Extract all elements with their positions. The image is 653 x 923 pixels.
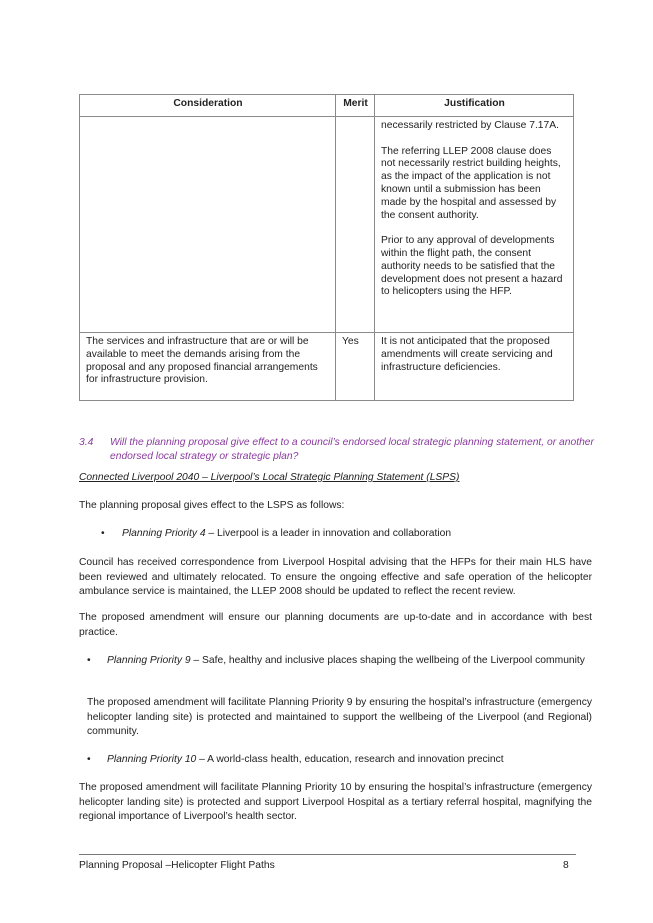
justification-paragraph: Prior to any approval of developments within the flight path, the consent authority needs to be satisfied that the development does not present a hazard to helicopters using the HFP. [381, 235, 563, 298]
footer-title: Planning Proposal –Helicopter Flight Paths [79, 860, 275, 871]
paragraph: The proposed amendment will facilitate Planning Priority 10 by ensuring the hospital’s infrastructure (emergency helicopter landing site) is protected and support Liverpool Hospital as a tertiary referral hospital, magnifying the regional importance of Liverpool’s health sector. [79, 782, 592, 823]
section-subheading: Connected Liverpool 2040 – Liverpool’s Local Strategic Planning Statement (LSPS) [79, 472, 460, 483]
table-row [80, 333, 574, 401]
justification-paragraph: The referring LLEP 2008 clause does not necessarily restrict building heights, as the impact of the application is not known until a submission has been made by the hospital and assessed by the consent authority. [381, 145, 561, 221]
paragraph: Council has received correspondence from Liverpool Hospital advising that the HFPs for their main HLS have been reviewed and ultimately relocated. To ensure the ongoing effective and safe operation of the helicopter ambulance service is maintained, the LLEP 2008 should be updated to reflect the recent review. [79, 557, 592, 598]
bullet-icon: • [101, 528, 105, 539]
merit-cell [336, 117, 375, 333]
bullet-icon: • [87, 754, 91, 765]
priority-text: – A world-class health, education, research and innovation precinct [196, 754, 504, 765]
justification-paragraph: necessarily restricted by Clause 7.17A. [381, 120, 559, 131]
section-number: 3.4 [79, 437, 94, 448]
table-header-cell: Merit [336, 95, 375, 117]
priority-label: Planning Priority 10 [107, 754, 197, 765]
footer-divider [79, 854, 576, 855]
table-header-row [80, 95, 574, 117]
page-number: 8 [563, 860, 569, 871]
justification-cell [375, 333, 574, 401]
paragraph: The proposed amendment will facilitate Planning Priority 9 by ensuring the hospital’s infrastructure (emergency helicopter landing site) is protected and maintained to support the wellbeing of the Liverpool (and Regional) community. [87, 697, 592, 738]
bullet-icon: • [87, 655, 91, 666]
table-header-cell: Consideration [80, 95, 336, 117]
paragraph: The proposed amendment will ensure our planning documents are up-to-date and in accordance with best practice. [79, 612, 592, 638]
table-row [80, 117, 574, 333]
consideration-cell: The services and infrastructure that are or will be available to meet the demands arising from the proposal and any proposed financial arrangements for infrastructure provision. [80, 333, 336, 401]
priority-label: Planning Priority 4 [122, 528, 206, 539]
consideration-table [79, 94, 574, 401]
priority-text: – Safe, healthy and inclusive places shaping the wellbeing of the Liverpool community [190, 655, 585, 666]
table-header-cell: Justification [375, 95, 574, 117]
merit-cell: Yes [336, 333, 375, 401]
priority-label: Planning Priority 9 [107, 655, 191, 666]
section-heading: Will the planning proposal give effect to a council’s endorsed local strategic planning statement, or another endorsed local strategy or strategic plan? [110, 437, 594, 462]
intro-text: The planning proposal gives effect to the LSPS as follows: [79, 500, 345, 511]
justification-cell [375, 117, 574, 333]
consideration-cell [80, 117, 336, 333]
justification-paragraph: It is not anticipated that the proposed amendments will create servicing and infrastructure deficiencies. [381, 336, 553, 373]
priority-text: – Liverpool is a leader in innovation and collaboration [205, 528, 452, 539]
